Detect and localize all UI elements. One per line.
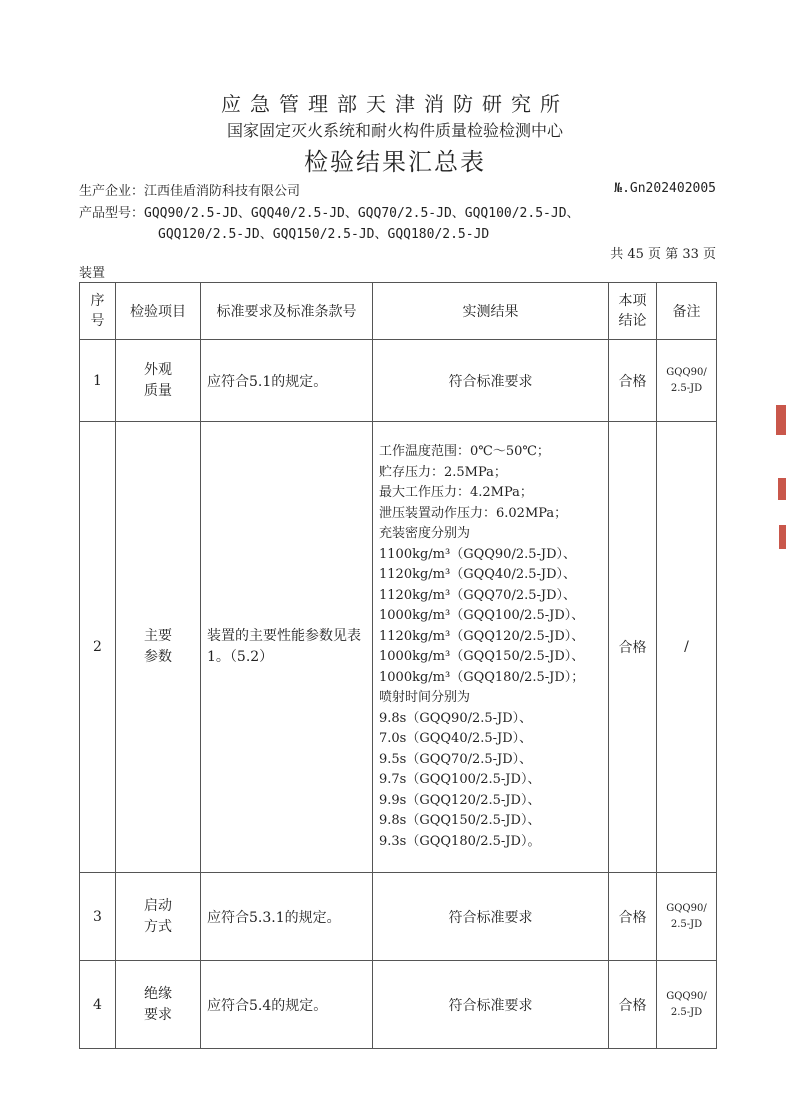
manufacturer-line [79, 180, 300, 199]
row-item: 绝缘要求 [116, 961, 201, 1049]
row-requirement: 装置的主要性能参数见表1。（5.2） [201, 422, 373, 873]
table-header-row [80, 283, 717, 340]
row-item: 外观质量 [116, 340, 201, 422]
result-line: 1120kg/m³（GQQ40/2.5-JD）、 [379, 567, 577, 582]
model-line-2: GQQ120/2.5-JD、GQQ150/2.5-JD、GQQ180/2.5-JD [158, 227, 490, 242]
result-line: 9.8s（GQQ150/2.5-JD）、 [379, 813, 541, 828]
row-requirement: 应符合5.1的规定。 [201, 340, 373, 422]
result-line: 贮存压力：2.5MPa； [379, 464, 507, 480]
row-note: GQQ90/2.5-JD [657, 340, 717, 422]
row-item: 启动方式 [116, 873, 201, 961]
row-note: / [657, 422, 717, 873]
table-row [80, 422, 717, 873]
row-verdict: 合格 [609, 340, 657, 422]
model-label: 产品型号： [79, 206, 145, 221]
result-line: 1100kg/m³（GQQ90/2.5-JD）、 [379, 546, 577, 562]
row-result [373, 422, 609, 873]
result-line: 9.3s（GQQ180/2.5-JD）。 [379, 833, 541, 849]
table-row [80, 873, 717, 961]
manufacturer-value: 江西佳盾消防科技有限公司 [144, 184, 301, 199]
seal-fragment [779, 525, 786, 549]
row-item: 主要参数 [116, 422, 201, 873]
seal-fragment [776, 405, 786, 435]
result-line: 1120kg/m³（GQQ70/2.5-JD）、 [379, 587, 577, 603]
row-requirement: 应符合5.3.1的规定。 [201, 873, 373, 961]
row-no: 2 [80, 422, 116, 873]
row-no: 3 [80, 873, 116, 961]
result-line: 工作温度范围：0℃～50℃； [379, 444, 550, 459]
seal-fragment [778, 478, 786, 500]
results-table [79, 282, 717, 1049]
result-line: 泄压装置动作压力：6.02MPa； [379, 505, 568, 521]
result-line: 9.9s（GQQ120/2.5-JD）、 [379, 792, 541, 808]
row-result: 符合标准要求 [373, 340, 609, 422]
result-line: 1120kg/m³（GQQ120/2.5-JD）、 [379, 628, 585, 644]
header-requirement: 标准要求及标准条款号 [201, 283, 373, 340]
result-line: 喷射时间分别为 [379, 690, 471, 705]
institute-title: 应急管理部天津消防研究所 [221, 92, 569, 116]
result-line: 1000kg/m³（GQQ150/2.5-JD）、 [379, 649, 585, 664]
header-result: 实测结果 [373, 283, 609, 340]
row-no: 1 [80, 340, 116, 422]
header-note: 备注 [657, 283, 717, 340]
header-verdict: 本项结论 [609, 283, 657, 340]
row-note: GQQ90/2.5-JD [657, 873, 717, 961]
result-line: 7.0s（GQQ40/2.5-JD）、 [379, 731, 533, 746]
table-row [80, 340, 717, 422]
report-number: №.Gn202402005 [614, 181, 716, 196]
result-line: 1000kg/m³（GQQ100/2.5-JD）、 [379, 608, 585, 623]
result-line: 充装密度分别为 [379, 526, 471, 541]
row-requirement: 应符合5.4的规定。 [201, 961, 373, 1049]
row-result: 符合标准要求 [373, 961, 609, 1049]
result-line: 9.7s（GQQ100/2.5-JD）、 [379, 772, 541, 787]
result-line: 9.5s（GQQ70/2.5-JD）、 [379, 751, 533, 767]
table-row [80, 961, 717, 1049]
center-title: 国家固定灭火系统和耐火构件质量检验检测中心 [226, 121, 563, 140]
row-no: 4 [80, 961, 116, 1049]
row-verdict: 合格 [609, 873, 657, 961]
page-title: 检验结果汇总表 [304, 148, 486, 176]
result-line: 最大工作压力：4.2MPa； [379, 485, 533, 500]
header-item: 检验项目 [116, 283, 201, 340]
manufacturer-label: 生产企业： [79, 184, 145, 199]
model-line-1 [79, 202, 580, 221]
model-value-1: GQQ90/2.5-JD、GQQ40/2.5-JD、GQQ70/2.5-JD、GQQ100/2.5-JD、 [144, 206, 580, 221]
row-result: 符合标准要求 [373, 873, 609, 961]
row-note: GQQ90/2.5-JD [657, 961, 717, 1049]
row-verdict: 合格 [609, 422, 657, 873]
page-info: 共 45 页 第 33 页 [610, 247, 716, 262]
row-verdict: 合格 [609, 961, 657, 1049]
section-label: 装置 [79, 266, 106, 281]
result-line: 1000kg/m³（GQQ180/2.5-JD）； [379, 669, 585, 685]
result-line: 9.8s（GQQ90/2.5-JD）、 [379, 710, 533, 726]
header-no: 序号 [80, 283, 116, 340]
